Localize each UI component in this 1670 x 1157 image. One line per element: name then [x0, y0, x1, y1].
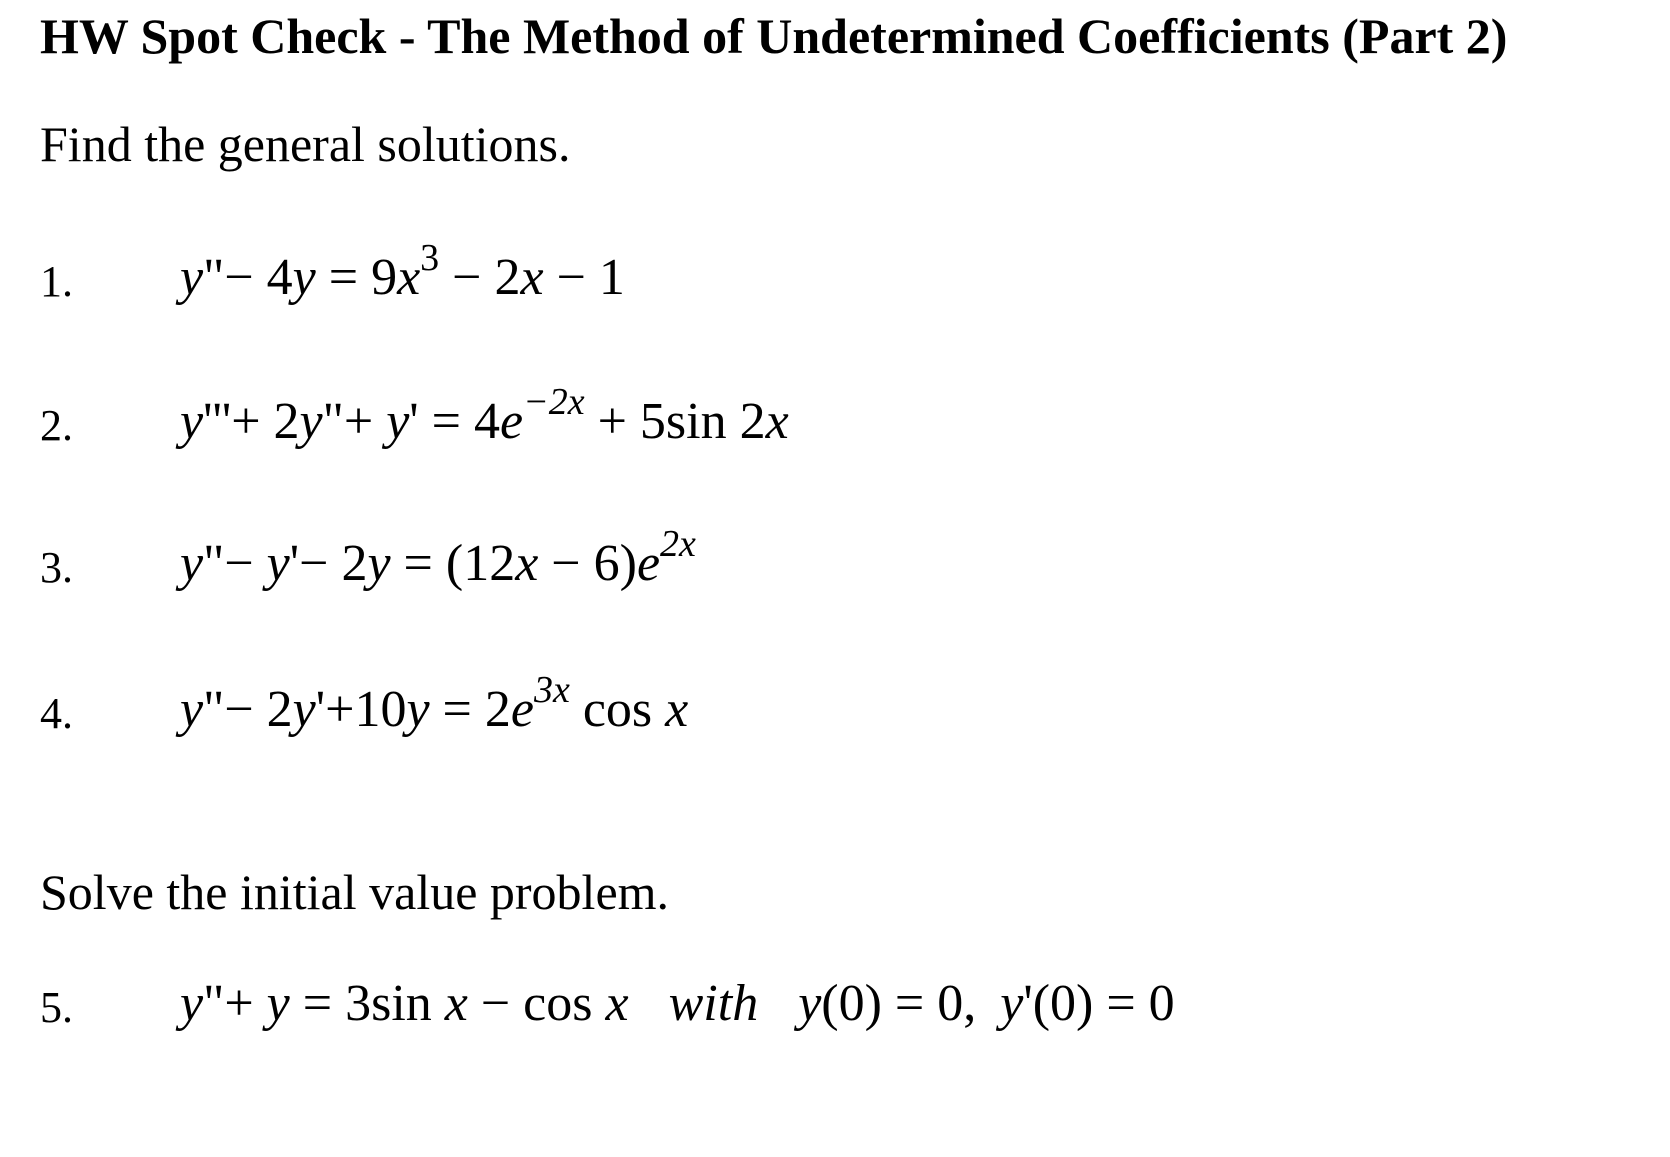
- eq5-c1: y: [798, 975, 822, 1032]
- eq5-p2: = 3sin: [289, 975, 445, 1032]
- eq5-p3: − cos: [467, 975, 606, 1032]
- eq3-x: x: [515, 535, 539, 592]
- eq4-y2: y: [292, 681, 316, 738]
- eq2-exp-text: −2x: [523, 380, 585, 423]
- eq3-y2: y: [266, 535, 290, 592]
- equation-1: [180, 236, 625, 308]
- eq3-exponent: [660, 523, 696, 565]
- eq1-part: "− 4: [203, 249, 293, 306]
- eq3-p3: = (12: [390, 535, 516, 592]
- eq4-y1: y: [180, 681, 204, 738]
- eq3-p4: − 6): [538, 535, 637, 592]
- eq5-x1: x: [444, 975, 468, 1032]
- eq2-exponent: [523, 381, 585, 423]
- eq2-p2: "+: [322, 393, 387, 450]
- eq2-x: x: [765, 393, 789, 450]
- equation-3: [180, 522, 696, 594]
- eq4-p4: cos: [569, 681, 666, 738]
- instruction-initial-value: Solve the initial value problem.: [40, 864, 670, 920]
- problem-number-4: 4.: [40, 689, 73, 738]
- eq1-x: x: [397, 249, 421, 306]
- eq1-x2: x: [520, 249, 544, 306]
- problem-number-3: 3.: [40, 543, 73, 592]
- eq2-p3: ' = 4: [409, 393, 500, 450]
- eq5-x2: x: [605, 975, 629, 1032]
- eq2-e: e: [499, 393, 524, 450]
- eq4-e: e: [510, 681, 534, 738]
- eq4-exponent: [534, 669, 570, 711]
- eq1-equals: = 9: [315, 249, 398, 306]
- eq5-with-label: with: [668, 975, 759, 1032]
- eq3-p2: '− 2: [289, 535, 368, 592]
- eq2-y2: y: [299, 393, 323, 450]
- problem-number-5: 5.: [40, 983, 73, 1032]
- eq2-p1: '''+ 2: [203, 393, 300, 450]
- eq4-y3: y: [406, 681, 430, 738]
- eq4-p1: "− 2: [203, 681, 293, 738]
- eq3-exp-text: 2x: [660, 522, 696, 565]
- eq3-y1: y: [180, 535, 204, 592]
- eq1-exponent: 3: [420, 236, 440, 279]
- eq4-p2: '+10: [315, 681, 407, 738]
- eq4-x: x: [665, 681, 689, 738]
- eq5-y2: y: [266, 975, 290, 1032]
- eq5-p1: "+: [203, 975, 267, 1032]
- eq5-c3: y: [1000, 975, 1024, 1032]
- eq1-y: y: [180, 249, 204, 306]
- eq4-exp-text: 3x: [533, 668, 570, 711]
- equation-2: [180, 380, 789, 452]
- eq3-e: e: [636, 535, 661, 592]
- problem-number-2: 2.: [40, 401, 73, 450]
- equation-4: [180, 668, 689, 740]
- equation-5: [180, 974, 1175, 1034]
- eq5-y1: y: [180, 975, 204, 1032]
- eq4-p3: = 2: [429, 681, 511, 738]
- page-title: HW Spot Check - The Method of Undetermined Coefficients (Part 2): [40, 8, 1508, 64]
- eq5-c2: (0) = 0,: [821, 975, 977, 1032]
- eq5-c4: '(0) = 0: [1023, 975, 1175, 1032]
- problem-number-1: 1.: [40, 257, 73, 306]
- eq1-y2: y: [292, 249, 316, 306]
- eq3-p1: "−: [203, 535, 267, 592]
- eq2-y3: y: [386, 393, 410, 450]
- instruction-general-solutions: Find the general solutions.: [40, 116, 571, 172]
- eq2-p4: + 5sin 2: [584, 393, 766, 450]
- eq3-y3: y: [367, 535, 391, 592]
- eq1-part2: − 2: [439, 249, 521, 306]
- eq2-y1: y: [180, 393, 204, 450]
- eq1-part3: − 1: [543, 249, 625, 306]
